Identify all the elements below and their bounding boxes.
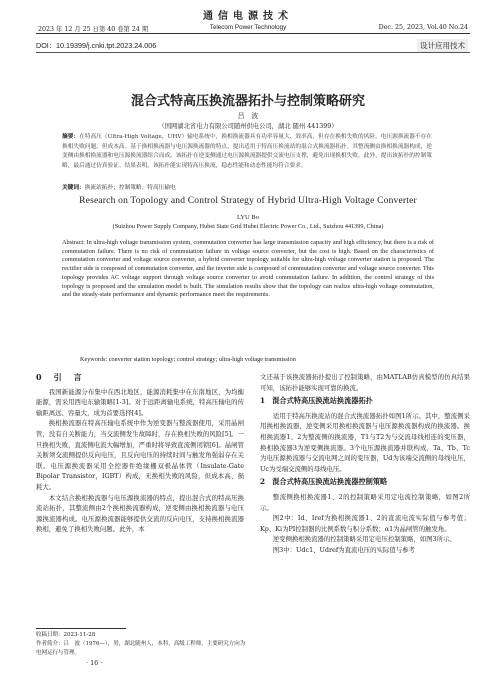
doi-rule xyxy=(36,52,470,53)
author-bio: 作者简介：吕 波（1976—），男，湖北随州人，本科，高级工程师，主要研究方向为电网运行与管理。 xyxy=(36,640,246,656)
paragraph: 我国新能源分布集中在西北地区，能源消耗集中在东南地区，为均衡能源，需采用西电东输策略[1-3]。对于远距离输电系统，特高压输电的传输距离远、容量大，成为首要选择[4]。 xyxy=(36,387,244,417)
header-rule xyxy=(36,33,470,34)
journal-name: 通信电源技术 xyxy=(203,11,293,22)
section-heading-1: 1 混合式特高压换流站换流器拓扑 xyxy=(260,396,373,406)
section-heading-intro: 0 引 言 xyxy=(36,372,84,382)
paragraph: 适用于特高压换流站的混合式换流器拓扑如图1所示。其中，整流侧采用换相换流器，逆变侧采用换相换流器与电压源换流器构成的换流器。换相换流器1、2为整流侧的换流器，T1与T2为与交流母线相连的变压器，换相换流器3为逆变侧换流器。3个电压源换流器并联构成，Ta、Tb、Tc为电压源换流器与交流电网之间的变压器，Ud为该端交流侧的母线电压，Uc为受端交流侧的母线电压。 xyxy=(260,411,470,473)
affiliation-cn: （国网湖北省电力有限公司随州供电公司，湖北 随州 441399） xyxy=(158,123,338,130)
keywords-en: Keywords: converter station topology; control strategy; ultra-high voltage transmission xyxy=(80,356,296,363)
author-cn: 吕 波 xyxy=(237,112,259,120)
received-date: 收稿日期：2023-11-28 xyxy=(36,632,96,638)
keywords-cn-label: 关键词： xyxy=(62,185,85,191)
title-en: Research on Topology and Control Strategy of Hybrid Ultra-High Voltage Converter xyxy=(79,196,417,206)
paragraph: 图2中：Id、Iref为换相换流器1、2的直流电流实际值与参考值；Kp、Ki为PI控制器的比例系数与积分系数；α1为晶闸管的触发角。 xyxy=(260,514,470,533)
author-en: LYU Bo xyxy=(237,214,259,221)
abstract-cn xyxy=(62,133,432,171)
body-right-column xyxy=(260,372,470,556)
header-journal-en: Telecom Power Technology xyxy=(209,24,287,31)
header-issue-en: Dec. 25, 2023, Vol.40 No.24 xyxy=(378,24,468,31)
paragraph: 整流侧换相换流器1、2的控制策略采用定电流控制策略，如图2所示。 xyxy=(260,492,470,512)
paragraph: 图3中：Udc1、Udref为直流电压的实际值与参考 xyxy=(272,545,415,554)
abstract-cn-text: 在特高压（Ultra-High Voltage，UHV）输电系统中，换相换流器具有功率容量大、效率高，但存在换相失败的风险。电压源换流器不存在换相失败问题，但成本高。基于换相换流器与电压源换流器的特点，提出适用于特高压换流站的混合式换流器拓扑。其整流侧由换相换流器构成，逆变侧由换相换流器和电压源换流器组合而成。该拓扑在逆变侧通过电压源换流器提供交流电压支撑，避免出现换相失败。此外，提出该拓扑的控制策略，最后通过仿真验证。结果表明，该拓扑能实现特高压换流，稳态性能和动态性能均符合要求。 xyxy=(62,134,432,169)
abstract-en: Abstract: In ultra-high voltage transmission system, commutation converter has large transmission capacity and high efficiency, but there is a risk of commutation failure. There is no risk of commutation failure in voltage source converter, but the cost is high. Based on the characteristics of commutation converter and voltage source converter, a hybrid converter topology suitable for ultra-high voltage converter station is proposed. The rectifier side is composed of commutation converter, and the inverter side is composed of commutation converter and voltage source converter. This topology provides AC voltage support through voltage source converter to avoid commutation failure. In addition, the control strategy of this topology is proposed and the simulation model is built. The simulation results show that the topology can realize ultra-high voltage commutation, and the steady-state performance and dynamic performance meet the requirements. xyxy=(62,239,434,299)
paragraph: 逆变侧换相换流器的控制策略采用定电压控制策略，如图3所示。 xyxy=(272,535,456,544)
section-heading-2: 2 混合式特高压换流站换流器控制策略 xyxy=(260,477,388,487)
header-issue-cn: 2023 年 12 月 25 日第 40 卷第 24 期 xyxy=(38,26,149,33)
section-tag: 设计应用技术 xyxy=(417,39,468,52)
title-cn: 混合式特高压换流器拓扑与控制策略研究 xyxy=(130,94,365,109)
body-left-column xyxy=(36,372,244,535)
footnote-rule xyxy=(36,628,126,629)
paragraph: 文还基于该换流器拓扑提出了控制策略，由MATLAB仿真模型的仿真结果可知，该拓扑能够实现可靠的换流。 xyxy=(260,373,470,392)
doi: DOI：10.19399/j.cnki.tpt.2023.24.006 xyxy=(36,41,157,50)
keywords-cn-text: 换流站拓扑；控制策略；特高压输电 xyxy=(84,185,176,191)
keywords-cn xyxy=(62,182,432,191)
affiliation-en: (Suizhou Power Supply Company, Hubei State Grid Hubei Electric Power Co., Ltd., Suizhou 441399, China) xyxy=(112,223,384,230)
paragraph: 换相换流器在特高压输电系统中作为逆变器与整流器使用，采用晶闸管，没有自关断能力，当交流侧发生故障时，存在换相失败的风险[5]。一旦换相失败，直流侧电流大幅增加，严重时将导致直流侧闭锁[6]。晶闸管关断须交流侧提供反向电压，且反向电压的持续时间与触发角强弱存在关联。电压源换流器采用全控器件绝缘栅双极晶体管（Insulate-Gate Bipolar Transistor，IGBT）构成，无换相失败的风险，但成本高、损耗大。 xyxy=(36,419,244,491)
paragraph: 本文结合换相换流器与电压源换流器的特点，提出混合式的特高压换流站拓扑，其整流侧由2个换相换流器构成，逆变侧由换相换流器与电压源换流器构成。电压源换流器能够提供交流的反向电压，支持换相换流器换相，避免了换相失败问题。此外，本 xyxy=(36,493,244,534)
page-number: · 16 · xyxy=(86,659,103,667)
footnote xyxy=(36,631,246,657)
abstract-cn-label: 摘要： xyxy=(62,134,80,140)
